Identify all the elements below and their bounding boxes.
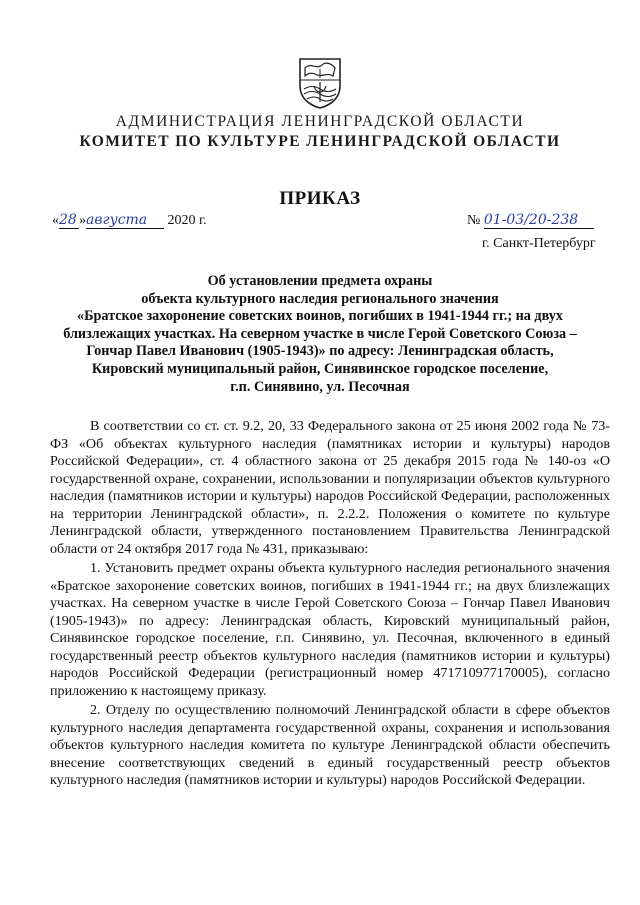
number-sign: № <box>467 213 481 228</box>
org-name-line1: АДМИНИСТРАЦИЯ ЛЕНИНГРАДСКОЙ ОБЛАСТИ <box>115 113 525 130</box>
subject-line: Об установлении предмета охраны <box>207 273 433 289</box>
body-paragraph-item-1: 1. Установить предмет охраны объекта культурного наследия регионального значения «Братское захоронение советских воинов, погибших в 1941-1944 гг.; на двух близлежащих участках. На северном участке в числе Герой Советского Союза – Гончар Павел Иванович (1905-1943)» по адресу: Ленинградская область, Кировский муниципальный район, Синявинское городское поселение, г.п. Синявино, ул. Песочная, включенного в единый государственный реестр объектов культурного наследия (памятников истории и культуры) народов Российской Федерации (регистрационный номер 471710977170005), согласно приложению к настоящему приказу. <box>50 560 610 699</box>
subject-line: объекта культурного наследия регионального значения <box>141 290 499 307</box>
date-year: 2020 г. <box>167 213 207 228</box>
document-date <box>52 213 207 229</box>
subject-line: «Братское захоронение советских воинов, погибших в 1941-1944 гг.; на двух <box>77 308 563 325</box>
date-day-handwritten: 28 <box>59 213 79 229</box>
document-number <box>467 213 594 229</box>
document-type-title: ПРИКАЗ <box>279 188 361 209</box>
subject-line: Гончар Павел Иванович (1905-1943)» по адресу: Ленинградская область, <box>86 343 554 360</box>
document-city: г. Санкт-Петербург <box>482 236 596 251</box>
subject-line: близлежащих участках. На северном участке в числе Герой Советского Союза – <box>63 325 577 342</box>
number-handwritten: 01-03/20-238 <box>484 213 594 229</box>
date-month-handwritten: августа <box>86 213 164 229</box>
date-open-quote: « <box>52 213 59 228</box>
subject-line: Кировский муниципальный район, Синявинское городское поселение, <box>91 360 549 377</box>
subject-line: г.п. Синявино, ул. Песочная <box>230 378 410 395</box>
document-body <box>50 418 610 790</box>
date-close-quote: » <box>79 213 86 228</box>
coat-of-arms-icon <box>297 56 343 110</box>
body-paragraph-preamble: В соответствии со ст. ст. 9.2, 20, 33 Федерального закона от 25 июня 2002 года № 73-ФЗ «Об объектах культурного наследия (памятниках истории и культуры) народов Российской Федерации», ст. 4 областного закона от 25 декабря 2015 года № 140-оз «О государственной охране, сохранении, использовании и популяризации объектов культурного наследия (памятников истории и культуры) народов Российской Федерации, расположенных на территории Ленинградской области», п. 2.2.2. Положения о комитете по культуре Ленинградской области, утвержденного постановлением Правительства Ленинградской области от 24 октября 2017 года № 431, приказываю: <box>50 418 610 557</box>
body-paragraph-item-2: 2. Отделу по осуществлению полномочий Ленинградской области в сфере объектов культурного наследия департамента государственной охраны, сохранения и использования объектов культурного наследия комитета по культуре Ленинградской области обеспечить внесение соответствующих сведений в единый государственный реестр объектов культурного наследия (памятников истории и культуры) народов Российской Федерации. <box>50 702 610 788</box>
org-name-line2: КОМИТЕТ ПО КУЛЬТУРЕ ЛЕНИНГРАДСКОЙ ОБЛАСТИ <box>79 133 561 150</box>
document-subject <box>12 273 628 396</box>
